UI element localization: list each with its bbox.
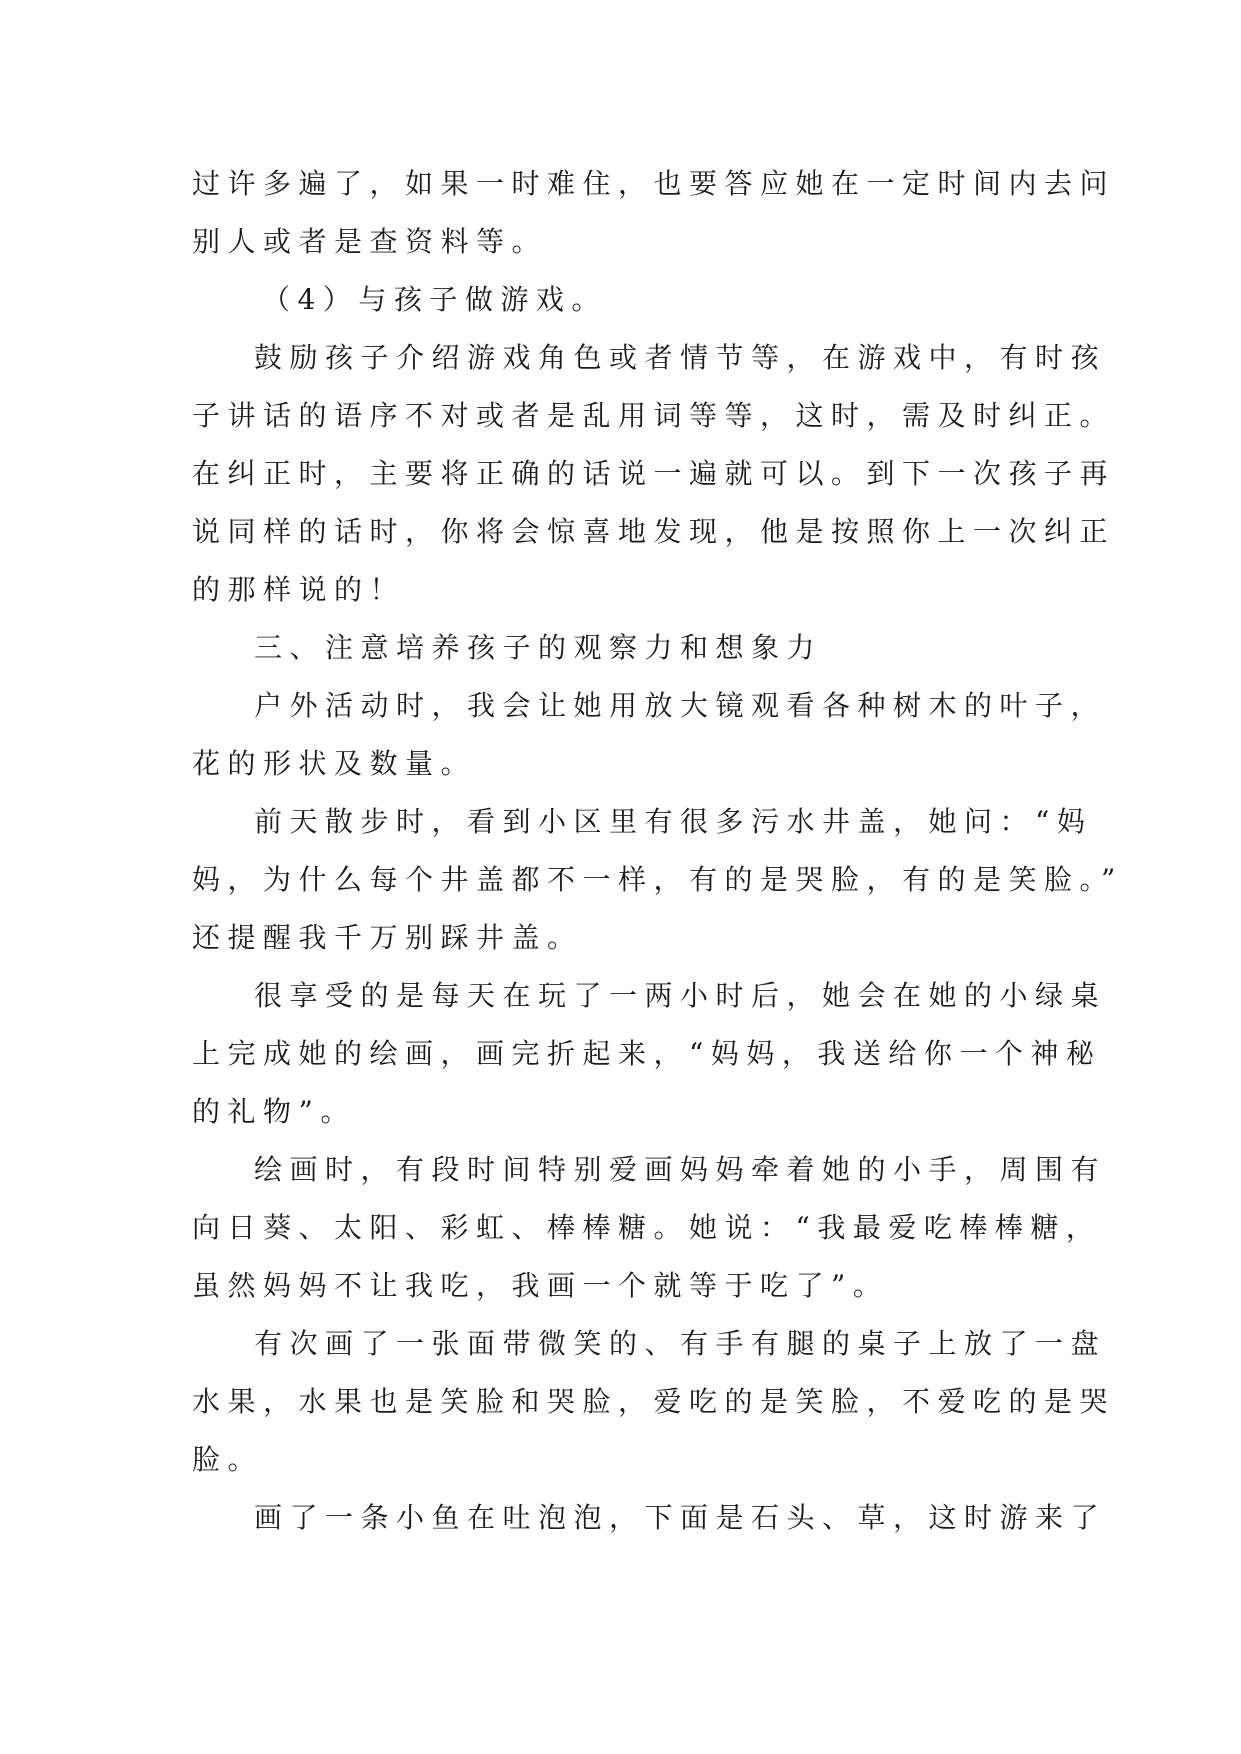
- paragraph-first-line: 画了一条小鱼在吐泡泡，下面是石头、草，这时游来了: [254, 1501, 1107, 1534]
- text-line: 花的形状及数量。: [192, 747, 477, 780]
- paragraph-first-line: 鼓励孩子介绍游戏角色或者情节等，在游戏中，有时孩: [254, 341, 1107, 374]
- text-line: 过许多遍了，如果一时难住，也要答应她在一定时间内去问: [192, 167, 1116, 200]
- paragraph-first-line: 绘画时，有段时间特别爱画妈妈牵着她的小手，周围有: [254, 1153, 1107, 1186]
- text-line: 向日葵、太阳、彩虹、棒棒糖。她说：“我最爱吃棒棒糖，: [192, 1211, 1102, 1244]
- text-line: 的礼物”。: [192, 1095, 356, 1128]
- text-line: 妈，为什么每个井盖都不一样，有的是哭脸，有的是笑脸。”: [192, 863, 1123, 896]
- text-line: 说同样的话时，你将会惊喜地发现，他是按照你上一次纠正: [192, 515, 1116, 548]
- text-line: 虽然妈妈不让我吃，我画一个就等于吃了”。: [192, 1269, 889, 1302]
- text-line: 别人或者是查资料等。: [192, 225, 548, 258]
- paragraph-first-line: 很享受的是每天在玩了一两小时后，她会在她的小绿桌: [254, 979, 1107, 1012]
- text-line: 脸。: [192, 1443, 264, 1476]
- text-line: 在纠正时，主要将正确的话说一遍就可以。到下一次孩子再: [192, 457, 1116, 490]
- section-subheading: （4）与孩子做游戏。: [262, 283, 607, 316]
- text-line: 水果，水果也是笑脸和哭脸，爱吃的是笑脸，不爱吃的是哭: [192, 1385, 1116, 1418]
- paragraph-first-line: 有次画了一张面带微笑的、有手有腿的桌子上放了一盘: [254, 1327, 1107, 1360]
- text-line: 还提醒我千万别踩井盖。: [192, 921, 583, 954]
- paragraph-first-line: 前天散步时，看到小区里有很多污水井盖，她问：“妈: [254, 805, 1093, 838]
- text-line: 子讲话的语序不对或者是乱用词等等，这时，需及时纠正。: [192, 399, 1116, 432]
- text-line: 上完成她的绘画，画完折起来，“妈妈，我送给你一个神秘: [192, 1037, 1102, 1070]
- text-line: 的那样说的！: [192, 573, 406, 606]
- paragraph-first-line: 户外活动时，我会让她用放大镜观看各种树木的叶子，: [254, 689, 1107, 722]
- section-heading: 三、注意培养孩子的观察力和想象力: [254, 631, 823, 664]
